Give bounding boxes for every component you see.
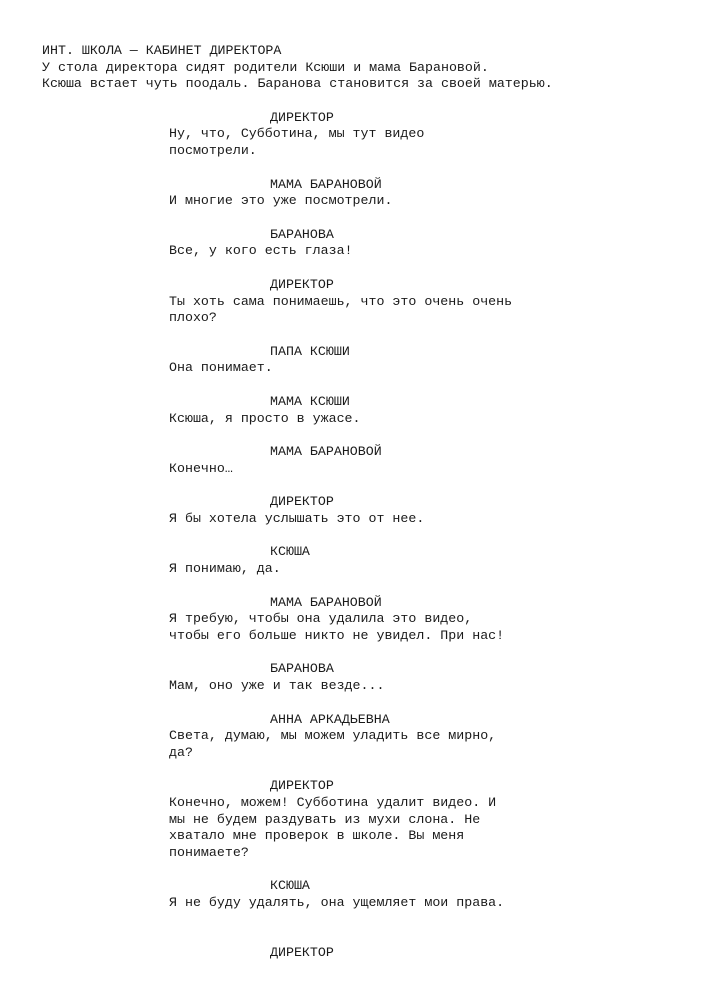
dialogue-line: Света, думаю, мы можем уладить все мирно, да? (169, 728, 497, 760)
character-name: МАМА КСЮШИ (270, 393, 350, 409)
dialogue-block (0, 494, 707, 527)
dialogue-block (0, 945, 707, 962)
dialogue-line: Я понимаю, да. (169, 561, 281, 577)
character-name: МАМА БАРАНОВОЙ (270, 444, 382, 460)
scene-heading: ИНТ. ШКОЛА — КАБИНЕТ ДИРЕКТОРА (42, 43, 282, 58)
dialogue-line: Конечно, можем! Субботина удалит видео. И мы не будем раздувать из мухи слона. Не хватало мне проверок в школе. Вы меня понимаете? (169, 795, 497, 860)
character-name: МАМА БАРАНОВОЙ (270, 176, 382, 192)
dialogue-line: Я требую, чтобы она удалила это видео, чтобы его больше никто не увидел. При нас! (169, 611, 505, 643)
dialogue-block (0, 661, 707, 694)
dialogue-block (0, 177, 707, 210)
dialogue-line: Я не буду удалять, она ущемляет мои права. (169, 894, 505, 910)
character-name: ПАПА КСЮШИ (270, 343, 350, 359)
character-name: ДИРЕКТОР (270, 494, 334, 510)
dialogue-block (0, 110, 707, 160)
character-name: МАМА БАРАНОВОЙ (270, 594, 382, 610)
scene-action: У стола директора сидят родители Ксюши и мама Барановой. Ксюша встает чуть поодаль. Баранова становится за своей матерью. (42, 59, 553, 92)
dialogue-block (0, 444, 707, 477)
dialogue-line: Мам, оно уже и так везде... (169, 678, 385, 694)
dialogue-line: Ксюша, я просто в ужасе. (169, 410, 361, 426)
dialogue-line: Ну, что, Субботина, мы тут видео посмотрели. (169, 126, 425, 158)
dialogue-line: Конечно… (169, 460, 233, 476)
character-name: АННА АРКАДЬЕВНА (270, 711, 390, 727)
dialogue-block (0, 712, 707, 762)
dialogue-line: И многие это уже посмотрели. (169, 193, 393, 209)
dialogue-block (0, 277, 707, 327)
character-name: КСЮША (270, 544, 310, 560)
dialogue-line: Ты хоть сама понимаешь, что это очень очень плохо? (169, 293, 513, 326)
character-name: БАРАНОВА (270, 661, 334, 677)
dialogue-block (0, 595, 707, 645)
dialogue-block (0, 878, 707, 911)
dialogue-block (0, 544, 707, 577)
character-name: КСЮША (270, 878, 310, 894)
dialogue-block (0, 227, 707, 260)
dialogue-line: Я бы хотела услышать это от нее. (169, 510, 425, 526)
character-name: ДИРЕКТОР (270, 109, 334, 125)
character-name: ДИРЕКТОР (270, 944, 334, 960)
dialogue-line: Все, у кого есть глаза! (169, 243, 353, 259)
dialogue-block (0, 344, 707, 377)
dialogue-line: Она понимает. (169, 360, 273, 376)
dialogue-block (0, 394, 707, 427)
character-name: ДИРЕКТОР (270, 276, 334, 292)
character-name: БАРАНОВА (270, 226, 334, 242)
character-name: ДИРЕКТОР (270, 778, 334, 794)
dialogue-block (0, 778, 707, 861)
